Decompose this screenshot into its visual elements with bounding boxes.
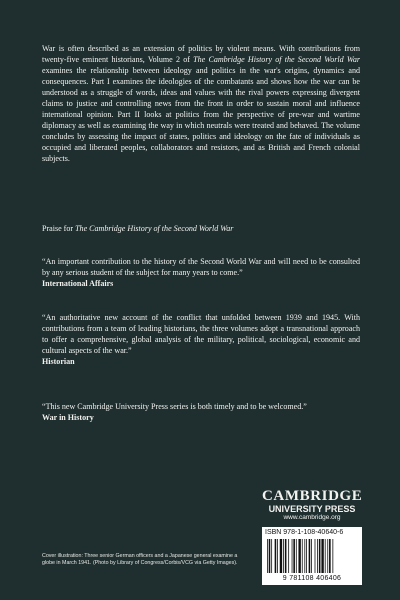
isbn-barcode: [262, 527, 362, 585]
series-title: The Cambridge History of the Second World War: [193, 54, 360, 64]
praise-series-title: The Cambridge History of the Second World War: [75, 224, 234, 233]
review-quote: [42, 402, 360, 424]
barcode-bar: [285, 539, 287, 573]
book-description: [42, 44, 360, 164]
praise-prefix: Praise for: [42, 224, 76, 233]
barcode-bar: [304, 539, 305, 573]
barcode-bar: [293, 539, 295, 573]
barcode-bar: [277, 539, 278, 573]
barcode-bar: [292, 539, 293, 573]
barcode-bar: [319, 539, 321, 573]
barcode-bar: [327, 539, 328, 573]
barcode-bar: [283, 539, 284, 573]
barcode-bar: [332, 539, 333, 573]
quote-text: “An important contribution to the history of the Second World War and will need to be consulted by any serious student of the subject for many years to come.”: [42, 257, 360, 277]
barcode-bar: [306, 539, 307, 573]
barcode-icon: [266, 539, 358, 575]
quote-source: International Affairs: [42, 278, 114, 288]
barcode-bar: [302, 539, 303, 573]
barcode-digits: 9 781108 406406: [282, 575, 342, 582]
barcode-bar: [267, 539, 268, 573]
publisher-press: UNIVERSITY PRESS: [268, 504, 356, 514]
publisher-logo: [262, 489, 362, 522]
publisher-url: www.cambridge.org: [283, 514, 341, 521]
credit-text: Cover illustration: Three senior German officers and a Japanese general examine a globe in March 1941. (Photo by Library of Congress/Corbis/VCG via Getty Images).: [42, 553, 238, 566]
review-quote: [42, 313, 360, 368]
cover-illustration-credit: [42, 553, 242, 567]
barcode-bar: [317, 539, 318, 573]
publisher-name: CAMBRIDGE: [262, 488, 363, 504]
isbn-label: ISBN 978-1-108-40640-6: [265, 529, 344, 536]
description-text-rest: examines the relationship between ideology and politics in the war's origins, dynamics and consequences. Part I examines the ideologies of the combatants and shows how the war can be understood as a struggle of words, ideas and values with the rival powers expressing divergent claims to justice and controlling news from the front in order to sustain moral and influence international opinion. Part II looks at politics from the perspective of pre-war and wartime diplomacy as well as examining the way in which neutrals were treated and behaved. The volume concludes by assessing the impact of states, politics and ideology on the fate of individuals as occupied and liberated peoples, collaborators and resistors, and as British and French colonial subjects.: [42, 65, 360, 163]
barcode-bar: [288, 539, 289, 573]
review-quote: [42, 257, 360, 290]
quote-source: Historian: [42, 356, 75, 366]
barcode-bar: [280, 539, 282, 573]
barcode-bar: [311, 539, 312, 573]
barcode-bar: [275, 539, 277, 573]
barcode-bar: [269, 539, 271, 573]
barcode-bar: [315, 539, 316, 573]
quote-text: “This new Cambridge University Press series is both timely and to be welcomed.”: [42, 402, 307, 411]
barcode-bar: [271, 539, 272, 573]
barcode-bar: [325, 539, 326, 573]
barcode-bar: [296, 539, 297, 573]
quote-source: War in History: [42, 412, 94, 422]
description-text-start: War is often described as an extension of politics by violent means. With contributions from twenty-five eminent historians, Volume 2 of: [42, 44, 360, 64]
barcode-bar: [298, 539, 300, 573]
quote-text: “An authoritative new account of the conflict that unfolded between 1939 and 1945. With contributions from a team of leading historians, the three volumes adopt a transnational approach to offer a comprehensive, global analysis of the military, political, sociological, economic and cultural aspects of the war.”: [42, 313, 360, 355]
barcode-bar: [329, 539, 331, 573]
praise-heading: [42, 224, 360, 235]
barcode-bar: [321, 539, 323, 573]
barcode-bar: [309, 539, 311, 573]
